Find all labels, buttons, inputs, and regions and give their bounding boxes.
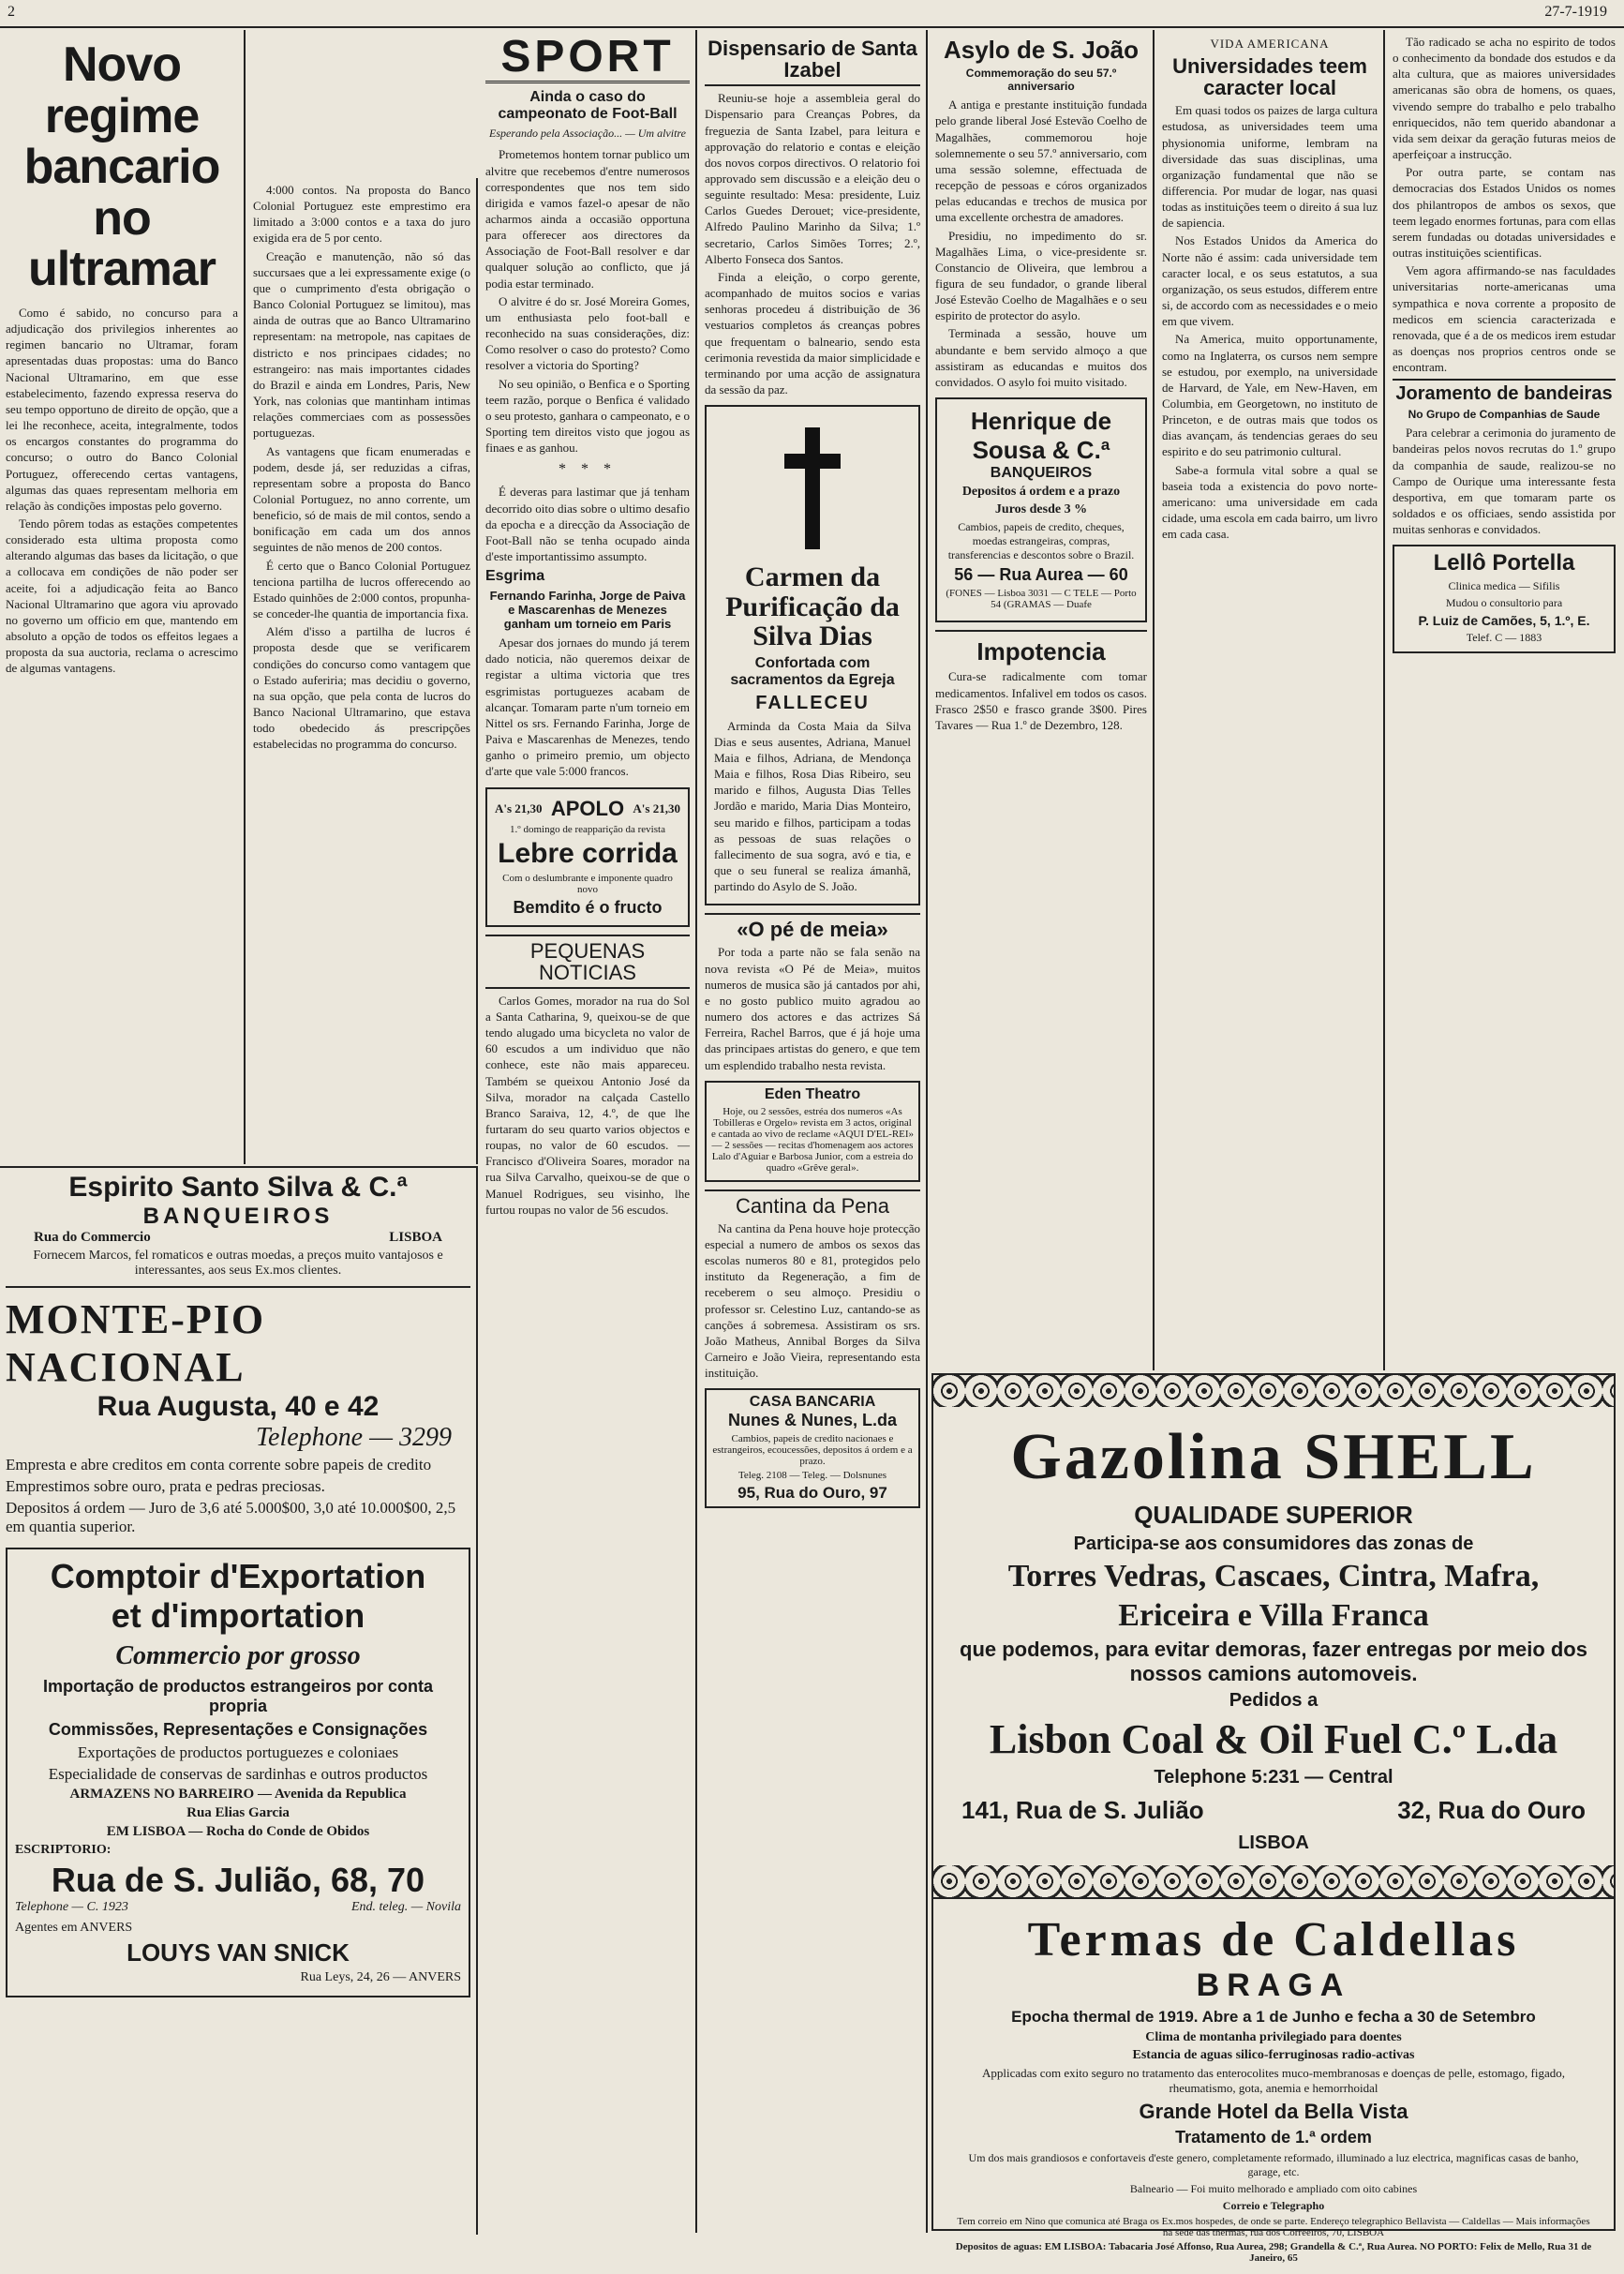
ad-espirito-santo <box>6 1172 470 1279</box>
article-paragraph: É deveras para lastimar que já tenham decorrido oito dias sobre o ultimo desafio da epocha e a direcção da Associação de Foot-Ball não se tenha ocupado ainda d'este importantissimo assumpto. <box>485 485 690 563</box>
ad-espirito-city: LISBOA <box>389 1230 442 1245</box>
obituary-name: Carmen da Purificação da Silva Dias <box>725 561 900 652</box>
ad-casa-title1: CASA BANCARIA <box>749 1394 876 1411</box>
obituary-falleceu: FALLECEU <box>755 692 870 713</box>
article-paragraph: Sabe-a formula vital sobre a qual se baseia toda a existencia do povo norte-americano: uma universidade em cada cidade, uma escola em cada bairro, um livro em cada casa. <box>1162 462 1378 542</box>
ornamental-border <box>933 1865 1614 1897</box>
ad-henrique-line1: Depositos á ordem e a prazo <box>961 485 1121 500</box>
ad-henrique-line2: Juros desde 3 % <box>994 502 1088 517</box>
cross-icon <box>784 427 841 549</box>
vida-americana-kicker: VIDA AMERICANA <box>1210 37 1330 51</box>
ad-shell-towns2: Ericeira e Villa Franca <box>1118 1598 1429 1633</box>
ad-shell-line2: que podemos, para evitar demoras, fazer entregas por meio dos nossos camions automoveis. <box>960 1638 1587 1685</box>
ad-termas-season: Epocha thermal de 1919. Abre a 1 de Junho e fecha a 30 de Setembro <box>1011 2008 1536 2026</box>
ad-termas-correio: Correio e Telegrapho <box>1222 2199 1325 2212</box>
ad-apolo-sub: 1.º domingo de reapparição da revista <box>510 823 665 835</box>
ad-casa-text: Cambios, papeis de credito nacionaes e estrangeiros, ecoucessões, depositos á ordem e a prazo. <box>712 1433 913 1468</box>
article-paragraph: Nos Estados Unidos da America do Norte não é assim: cada universidade tem caracter local, e os seus estatutos, a sua organização, os seus estudos, differem entre si, de accordo com as necessidades e o meio em que vivem. <box>1162 233 1378 329</box>
ad-henrique <box>935 397 1147 622</box>
pe-de-meia-title: «O pé de meia» <box>705 913 920 940</box>
ad-espirito-address-row <box>6 1230 470 1246</box>
ad-casa-addr: 95, Rua do Ouro, 97 <box>738 1484 887 1503</box>
article-paragraph: O alvitre é do sr. José Moreira Gomes, um enthusiasta pelo foot-ball e reconhecido na suas considerações, diz: Como resolver o caso do protesto? Como resolver a victoria do Sporting? <box>485 293 690 373</box>
ad-espirito-text: Fornecem Marcos, fel romaticos e outras moedas, a preços muito vantajosos e interessantes, aos seus Ex.mos clientes. <box>33 1249 443 1278</box>
ad-lello-addr: P. Luiz de Camões, 5, 1.º, E. <box>1418 613 1590 629</box>
ad-montepio <box>6 1295 470 1536</box>
ad-lello-sub: Clinica medica — Sifilis <box>1448 579 1560 593</box>
ad-comptoir-teleg: End. teleg. — Novila <box>350 1900 461 1914</box>
ad-termas-treatment: Tratamento de 1.ª ordem <box>1175 2128 1372 2147</box>
ad-termas-title: Termas de Caldellas <box>1027 1913 1520 1967</box>
ad-comptoir-agents: Agentes em ANVERS <box>15 1921 133 1935</box>
asylo-title: Asylo de S. João <box>943 36 1140 64</box>
article-banking-continued <box>253 182 470 752</box>
column-dispensario <box>699 30 928 2233</box>
article-paragraph: Reuniu-se hoje a assembleia geral do Dispensario para Creanças Pobres, da freguezia de Santa Izabel, para leitura e approvação do relatorio e contas e eleição dos novos corpos directivos. O relatorio foi approvado sem discussão e a eleição deu o seguinte resultado: Mesa: presidente, Luiz Carlos Guedes Derouet; vice-presidente, Alfredo Paulino Marinho da Silva; 1.º secretario, Carlos Simões Torres; 2.º, Alberto Fonseca dos Santos. <box>705 91 920 266</box>
ad-termas-station: Estancia de aguas silico-ferruginosas radio-activas <box>1132 2048 1415 2062</box>
ornamental-border <box>933 1375 1614 1407</box>
ad-shell-termas <box>931 1373 1616 2264</box>
ad-lello-title: Lellô Portella <box>1433 550 1575 576</box>
ad-casa-title2: Nunes & Nunes, L.da <box>727 1411 898 1430</box>
ad-henrique-title: Henrique de Sousa & C.ª <box>970 407 1112 465</box>
ad-comptoir-l1: Importação de productos estrangeiros por conta propria <box>42 1677 434 1715</box>
article-paragraph: Em quasi todos os paizes de larga cultura estudosa, as universidades teem uma physionomia uniforme, lembram na diversidade das suas disciplinas, uma organização fundamental que não se differencia. Por mudar de logar, nas quasi todas as instituições teem o direito á sua luz de sapiencia. <box>1162 103 1378 231</box>
ad-montepio-text2: Emprestimos sobre ouro, prata e pedras preciosas. <box>6 1477 325 1495</box>
ad-termas-city: BRAGA <box>1196 1967 1351 2003</box>
ad-comptoir-louys: LOUYS VAN SNICK <box>127 1938 350 1967</box>
ad-eden <box>705 1081 920 1182</box>
headline-banking: Novo regime bancario no ultramar <box>23 37 220 297</box>
article-paragraph: Na cantina da Pena houve hoje protecção especial a numero de ambos os sexos das escolas numeros 80 e 81, protegidos pelo instituto da Regeneração, a fim de receberem o seu almoço. Presidiu o professor sr. Celestino Luz, cantando-se as canções á sobremesa. Assistiram os srs. João Matheus, Annibal Borges da Silva Carneiro e João Vieira, representando esta instituição. <box>705 1220 920 1381</box>
ad-apolo-time-left: A's 21,30 <box>495 800 543 815</box>
ad-apolo-title: APOLO <box>550 796 625 820</box>
divider <box>935 630 1147 632</box>
article-paragraph: Tão radicado se acha no espirito de todos o conhecimento da bondade dos estudos e da alta cultura, que as maiores universidades americanas são obra de homens, os quaes, vivendo sempre do trabalho e pelo trabalho enriquecidos, não tem querido abandonar a vida sem deixar da geração futuras meios de aperfeiçoar a instrucção. <box>1393 35 1616 162</box>
ad-montepio-text3: Depositos á ordem — Juro de 3,6 até 5.000$00, 3,0 até 10.000$00, 2,5 em quantia superior. <box>6 1499 456 1535</box>
section-title-pequenas-noticias: PEQUENAS NOTICIAS <box>485 935 690 989</box>
ad-shell <box>933 1407 1614 1865</box>
article-paragraph: Arminda da Costa Maia da Silva Dias e seus ausentes, Adriana, Manuel Maia e filhos, Adriana, de Mendonça Maia e filhos, Rosa Dias Ribeiro, seu marido e filhos, Augusta Dias Telles Jordão e marido, Maria Dias Monteiro, seu marido e filhos, participam a todas as pessoas de suas relações o fallecimento de sua sogra, avó e tia, e que o seu funeral se realiza ámanhã, partindo do Asylo de S. João. <box>714 718 911 894</box>
ad-casa-bancaria <box>705 1388 920 1508</box>
column-banking-right <box>247 178 478 1164</box>
ad-comptoir-sub: Commercio por grosso <box>115 1641 361 1670</box>
ad-apolo-show: Lebre corrida <box>498 837 678 869</box>
ad-termas-depositos: Depositos de aguas: EM LISBOA: Tabacaria José Affonso, Rua Aurea, 298; Grandella & C.ª, Rua Aurea. NO PORTO: Felix de Mello, Rua 31 de Janeiro, 65 <box>955 2241 1592 2264</box>
page-header <box>0 0 1624 28</box>
ad-shell-title: Gazolina SHELL <box>1010 1421 1537 1493</box>
ad-shell-addr2: 32, Rua do Ouro <box>1397 1796 1586 1824</box>
column-right <box>1387 30 1621 1370</box>
ad-casa-tel: Teleg. 2108 — Teleg. — Dolsnunes <box>738 1470 887 1482</box>
ad-shell-phone: Telephone 5:231 — Central <box>1154 1767 1393 1788</box>
ad-comptoir-title2: et d'importation <box>111 1596 365 1635</box>
obituary-box <box>705 405 920 905</box>
ad-lello-text: Mudou o consultorio para <box>1445 596 1563 610</box>
ad-termas-desc: Um dos mais grandiosos e confortaveis d'este genero, completamente reformado, illuminado a luz electrica, magnificas casas de banho, garage, etc. <box>968 2151 1579 2178</box>
column-vida-americana <box>1156 30 1385 1370</box>
ad-lello <box>1393 545 1616 653</box>
ad-eden-title: Eden Theatro <box>764 1085 861 1102</box>
ad-eden-text: Hoje, ou 2 sessões, estréa dos numeros «As Tobilleras e Orgelo» revista em 3 actos, original e cantada ao vivo de reclame «AQUI D'EL-REI» — 2 sessões — recitas d'homenagem aos actores Lalo d'Aguiar e Barbosa Junior, com a estreia do quadro «Grêve geral». <box>710 1105 915 1174</box>
ad-comptoir-tel: Telephone — C. 1923 <box>15 1900 128 1914</box>
article-paragraph: Terminada a sessão, houve um abundante e bem servido almoço a que assistiram as educandas e muitos dos convidados. O asylo foi muito visitado. <box>935 326 1147 389</box>
article-paragraph: Cura-se radicalmente com tomar medicamentos. Infalivel em todos os casos. Frasco 2$50 e frasco grande 3$00. Pires Tavares — Rua 1.º de Dezembro, 128. <box>935 669 1147 732</box>
article-paragraph: Apesar dos jornaes do mundo já terem dado noticia, não queremos deixar de registar a ultima victoria que tres esgrimistas portuguezes acabam de alcançar. Tomaram parte n'um torneio em Nittel os srs. Fernando Farinha, Jorge de Paiva e Mascarenhas de Menezes, tendo ganho o primeiro premio, um objecto d'arte que vale 5:000 francos. <box>485 636 690 779</box>
ad-termas-climate: Clima de montanha privilegiado para doentes <box>1145 2030 1402 2044</box>
sport-body <box>485 146 690 456</box>
ad-shell-sub: QUALIDADE SUPERIOR <box>1134 1501 1413 1529</box>
ad-termas-hotel: Grande Hotel da Bella Vista <box>1139 2100 1408 2123</box>
issue-date: 27-7-1919 <box>1544 4 1607 20</box>
ad-termas-bal: Balneario — Foi muito melhorado e ampliado com oito cabines <box>1129 2182 1418 2195</box>
article-paragraph: Por outra parte, se contam nas democracias dos Estados Unidos os nomes dos philantropos de ambos os sexos, que teem legado enormes fortunas, para com ellas serem fundadas ou dotadas universidades e outras instituições scientificas. <box>1393 165 1616 261</box>
article-paragraph: A antiga e prestante instituição fundada pelo grande liberal José Estevão Coelho de Magalhães, commemorou hoje solemnemente o seu 57.º anniversario, com uma sessão solemne, effectuada de recepção de pessoas e córos organizados pelas educandas e trechos de musica por uma excellente orchestra de amadores. <box>935 97 1147 225</box>
article-paragraph: No seu opinião, o Benfica e o Sporting teem razão, porque o Benfica é validado o seu protesto, ganhara o campeonato, e o Sporting tem direitos visto que jogou as finaes e as ganhou. <box>485 376 690 456</box>
divider <box>6 1286 470 1288</box>
ad-apolo-time-right: A's 21,30 <box>633 800 680 815</box>
ad-termas-corr-text: Tem correio em Nino que comunica até Braga os Ex.mos hospedes, de onde se parte. Endereço telegraphico Bellavista — Caldellas — Mais informações na séde das thermas, rua dos Correeiros, 70, LISBOA <box>957 2216 1590 2238</box>
ad-comptoir-title1: Comptoir d'Exportation <box>50 1557 426 1595</box>
ad-comptoir-escritorio: ESCRIPTORIO: <box>15 1843 112 1857</box>
ad-montepio-title: MONTE-PIO NACIONAL <box>6 1296 266 1390</box>
ad-apolo <box>485 787 690 927</box>
ad-henrique-sub: BANQUEIROS <box>990 465 1093 482</box>
article-paragraph: Vem agora affirmando-se nas faculdades universitarias norte-americanas uma sympathica e nova corrente a proposito de medicos em sciencia caracterizada e renovada, que é a de os medicos irem estudar as doenças nos proprios centros onde se encontram. <box>1393 263 1616 375</box>
ad-shell-pedidos: Pedidos a <box>1229 1690 1319 1711</box>
ad-shell-towns1: Torres Vedras, Cascaes, Cintra, Mafra, <box>1007 1559 1540 1593</box>
section-title-sport: SPORT <box>485 34 690 83</box>
juramento-sub: No Grupo de Companhias de Saude <box>1408 408 1601 422</box>
ad-comptoir-l6: Rua Elias Garcia <box>186 1805 290 1820</box>
ad-comptoir-l2: Commissões, Representações e Consignações <box>48 1720 428 1739</box>
article-paragraph: Presidiu, no impedimento do sr. Magalhães Lima, o vice-presidente sr. Constancio de Oliveira, que lembrou a figura de seu fundador, o grande liberal José Estevão Coelho de Magalhães e o seu espirito de protector do asylo. <box>935 228 1147 323</box>
ad-henrique-line3: Cambios, papeis de credito, cheques, moedas estrangeiras, compras, transferencias e descontos sobre o Brazil. <box>947 520 1135 562</box>
ad-comptoir-l3: Exportações de productos portuguezes e coloniaes <box>77 1743 399 1761</box>
article-banking-body <box>6 305 238 677</box>
ad-comptoir-l7: EM LISBOA — Rocha do Conde de Obidos <box>106 1824 370 1839</box>
juramento-title: Joramento de bandeiras <box>1393 379 1616 404</box>
asylo-sub: Commemoração do seu 57.º anniversario <box>965 67 1117 94</box>
ad-comptoir <box>6 1548 470 1997</box>
ad-shell-addr1: 141, Rua de S. Julião <box>961 1796 1204 1824</box>
column-asylo <box>930 30 1155 1370</box>
ad-henrique-fones: (FONES — Lisboa 3031 — C TELE — Porto 54 (GRAMAS — Duafe <box>946 588 1137 611</box>
article-paragraph: Creação e manutenção, não só das succursaes que a lei expressamente exige (o que o cumprimento d'esta obrigação o Banco Colonial Portuguez se limitou), mas ainda de outras que ao Banco Ultramarino representam: na metropole, nas capitaes de districto e nos principaes cidades; no estrangeiro: nas mais importantes cidades do Brazil e ainda em Londres, Paris, New York, nas colonias que mantinham intimas relações commerciaes com as possessões portuguezas. <box>253 248 470 441</box>
ad-shell-line1: Participa-se aos consumidores das zonas de <box>1073 1533 1474 1554</box>
column-banking-left <box>0 30 246 1164</box>
sport-kicker: Esperando pela Associação... — Um alvitre <box>489 127 686 141</box>
ad-espirito-title: Espirito Santo Silva & C.ª <box>68 1172 408 1203</box>
article-paragraph: É certo que o Banco Colonial Portuguez tenciona partilha de lucros offerecendo ao Estado quinhões de 2:000 contos, propunha-se conceder-lhe quantia de importancia fixa. <box>253 558 470 621</box>
ad-espirito-street: Rua do Commercio <box>34 1230 151 1245</box>
article-paragraph: 4:000 contos. Na proposta do Banco Colonial Portuguez este emprestimo era limitado a 3:000 contos e a taxa do juro exigida era de 5 por cento. <box>253 183 470 246</box>
esgrima-subtitle: Fernando Farinha, Jorge de Paiva e Mascarenhas de Menezes ganham um torneio em Paris <box>489 589 686 632</box>
impotencia-title: Impotencia <box>976 637 1106 666</box>
article-paragraph: Prometemos hontem tornar publico um alvitre que recebemos d'entre numerosos correspondentes que nos tem sido dirigida e vamos fazel-o apesar de não acharmos ainda a occasião opportuna para offerecer aos directores da Associação de Foot-Ball resolver e dar qualquer solução ao conflicto, que já podia estar terminado. <box>485 147 690 291</box>
ad-shell-company: Lisbon Coal & Oil Fuel C.º L.da <box>989 1716 1558 1762</box>
ad-apolo-note: Com o deslumbrante e imponente quadro novo <box>502 872 673 895</box>
article-paragraph: Além d'isso a partilha de lucros é proposta desde que se verificarem condições do concurso como vantagem que o Estado auferiria; mas decidiu o governo, na sua opção, que pela conta de lucros do Banco Nacional Ultramarino, que estava todo obedecido ás prescripções estabelecidas no programma do concurso. <box>253 624 470 752</box>
ad-montepio-phone: Telephone — 3299 <box>256 1423 452 1452</box>
ad-montepio-text1: Empresta e abre creditos em conta corrente sobre papeis de credito <box>6 1456 432 1474</box>
article-paragraph: Na America, muito opportunamente, como na Inglaterra, os cursos nem sempre se estudou, por exemplo, na universidade de Harvard, de Yale, em New-Haven, em Columbia, em Georgetown, no instituto de Princeton, e de outras mais que todos os dias avançam, ás tendencias geraes do seu espirito e do seu patrimonio cultural. <box>1162 332 1378 459</box>
column-sport <box>480 30 697 2233</box>
ad-comptoir-l4: Especialidade de conservas de sardinhas e outros productos <box>48 1765 428 1783</box>
ad-comptoir-l5: ARMAZENS NO BARREIRO — Avenida da Republica <box>69 1787 407 1802</box>
obituary-sub: Confortada com sacramentos da Egreja <box>730 654 895 688</box>
ad-apolo-header <box>495 797 680 821</box>
page-number: 2 <box>7 4 15 20</box>
ad-comptoir-louys-addr: Rua Leys, 24, 26 — ANVERS <box>300 1970 461 1984</box>
ad-shell-address-row <box>952 1792 1595 1829</box>
section-separator: * * * <box>559 461 617 478</box>
esgrima-title: Esgrima <box>485 568 545 585</box>
ad-apolo-show2: Bemdito é o fructo <box>513 897 663 917</box>
ad-termas <box>933 1897 1614 2274</box>
ad-henrique-addr: 56 — Rua Aurea — 60 <box>954 565 1128 585</box>
article-paragraph: Carlos Gomes, morador na rua do Sol a Santa Catharina, 9, queixou-se de que tendo alugado uma bicycleta no valor de 60 escudos a um individuo que não conhece, este não mais appareceu. Também se queixou Antonio José da Silva, morador na calçada Castello Branco Saraiva, 12, 4.º, de que lhe furtaram do seu quarto varios objectos e roupas, no valor de 60 escudos. — Francisco d'Oliveira Soares, morador na rua Silva Carvalho, queixou-se de que o Manuel Rodrigues, seu visinho, lhe furtou roupas no valor de 56 escudos. <box>485 993 690 1217</box>
ad-lello-tel: Telef. C — 1883 <box>1466 631 1542 645</box>
article-paragraph: Por toda a parte não se fala senão na nova revista «O Pé de Meia», muitos numeros de musica são já cantados por ahi, e no gosto publico muito agradou ao numero dos actores e das actrizes Sá Ferreira, Rachel Barros, que é já hoje uma das principaes artistas do genero, e que tem um esplendido trabalho nesta revista. <box>705 945 920 1072</box>
article-paragraph: Como é sabido, no concurso para a adjudicação dos privilegios inherentes ao regimen bancario no Ultramar, foram apresentadas duas propostas: uma do Banco Nacional Ultramarino, em que esse estabelecimento, fazendo expressa reserva do seu tempo opportuno de direito de opção, que a lei lhe reconhece, aceita, integralmente, todos os encargos constantes do programma do concurso; o outro do Banco Colonial Portuguez, offerecendo certas vantagens, algumas das quaes representam melhoria em relação às condições impostas pelo governo. <box>6 305 238 513</box>
cantina-title: Cantina da Pena <box>705 1189 920 1217</box>
ad-comptoir-contact-row <box>15 1900 461 1915</box>
disp-title: Dispensario de Santa Izabel <box>705 37 920 86</box>
ad-espirito-sub: BANQUEIROS <box>142 1204 334 1229</box>
ad-shell-city: LISBOA <box>1238 1833 1309 1853</box>
article-paragraph: Para celebrar a cerimonia do juramento de bandeiras pelos novos recrutas do 1.º grupo da companhia de saude, realizou-se no Campo de Ourique uma interessante festa desportiva, em que tomaram parte os soldados e os officiaes, sendo assistida por muitas senhoras e convidados. <box>1393 426 1616 537</box>
article-paragraph: Finda a eleição, o corpo gerente, acompanhado de muitos socios e varias senhoras procedeu á distribuição de 36 vestuarios completos ás creanças pobres que frequentam o balneario, sendo esta cerimonia revestida da maior simplicidade e terminando por uma acção de assignatura da sessão da paz. <box>705 269 920 396</box>
ad-montepio-address: Rua Augusta, 40 e 42 <box>97 1391 380 1422</box>
ad-comptoir-addr: Rua de S. Julião, 68, 70 <box>51 1861 425 1899</box>
article-paragraph: Tendo pôrem todas as estações competentes considerado esta ultima proposta como alterando algumas das bases da licitação, o que a collocava em condições de não poder ser aceite, foi a adjudicação feita ao Banco Nacional Ultramarino que agora viu aprovado no governo um officio em que, mantendo em absoluto a opção de todos os effeitos legaes a proposta da sua auctoria, reclama o acrescimo de algumas vantagens. <box>6 516 238 676</box>
ads-bottom-left <box>0 1166 478 2235</box>
vida-americana-title: Universidades teem caracter local <box>1172 54 1367 100</box>
ad-termas-applied: Applicadas com exito seguro no tratamento das enterocolites muco-membranosas e doenças de pelle, estomago, figado, rheumatismo, gota, anemia e hemorrhoidal <box>982 2066 1565 2095</box>
article-paragraph: As vantagens que ficam enumeradas e podem, desde já, ser reduzidas a cifras, representam sobre a proposta do Banco Colonial Portuguez, no anno corrente, um beneficio, só de mais de mil contos, sendo a bonificação em cada um dos annos seguintes de não menos de 200 contos. <box>253 443 470 555</box>
sport-subtitle: Ainda o caso do campeonato de Foot-Ball <box>498 89 678 123</box>
